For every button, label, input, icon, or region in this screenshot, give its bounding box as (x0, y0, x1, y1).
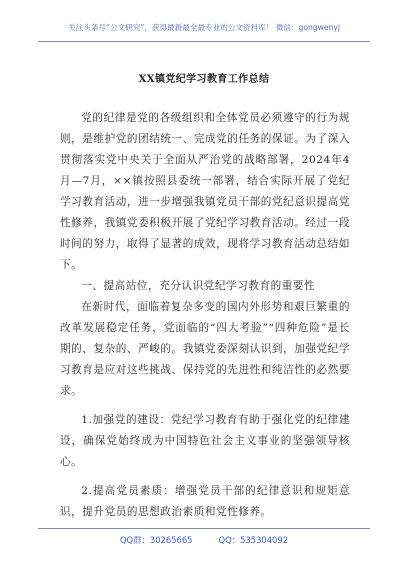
footer-divider (38, 528, 370, 529)
list-item-2: 2.提高党员素质：增强党员干部的纪律意识和规矩意识，提升党员的思想政治素质和党性修养。 (60, 485, 350, 518)
promo-banner: 关注头条号“公文研究”，获得最新最全最专业的公文资料库！ 微信：gongwenyj (68, 23, 340, 32)
header-divider (38, 41, 370, 42)
document-body (60, 108, 350, 523)
body-paragraph: 在新时代，面临着复杂多变的国内外形势和艰巨繁重的改革发展稳定任务，党面临的“四大考验”“四种危险”是长期的、复杂的、严峻的。我镇党委深刻认识到，加强党纪学习教育是应对这些挑战、保持党的先进性和纯洁性的必然要求。 (60, 301, 350, 397)
section-heading: 一、提高站位，充分认识党纪学习教育的重要性 (81, 280, 316, 292)
qq-group-number: QQ群：30265665 (119, 535, 193, 545)
intro-paragraph: 党的纪律是党的各级组织和全体党员必须遵守的行为规则，是维护党的团结统一、完成党的任务的保证。为了深入贯彻落实党中央关于全面从严治党的战略部署，2024年4月—7月，××镇按照县委统一部署，结合实际开展了党纪学习教育活动，进一步增强我镇党员干部的党纪意识提高党性修养，我镇党委积极开展了党纪学习教育活动。经过一段时间的努力，取得了显著的成效，现将学习教育活动总结如下。 (60, 112, 350, 271)
document-title: XX镇党纪学习教育工作总结 (138, 74, 270, 85)
footer-contacts (0, 534, 408, 546)
list-item-1: 1.加强党的建设：党纪学习教育有助于强化党的纪律建设，确保党始终成为中国特色社会主义事业的坚强领导核心。 (60, 414, 350, 468)
qq-number: QQ：535304092 (218, 535, 289, 545)
